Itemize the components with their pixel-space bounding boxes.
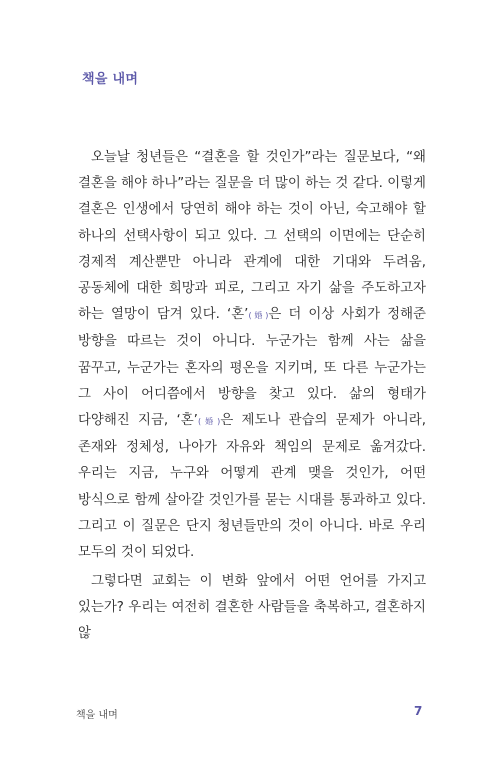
paragraph-1-part-1: 오늘날 청년들은 “결혼을 할 것인가”라는 질문보다, “왜 결혼을 해야 하나”라는 질문을 더 많이 하는 것 같다. 이렇게 결혼은 인생에서 당연히 해야 하는 것이 아닌, 숙고해야 할 하나의 선택사항이 되고 있다. 그 선택의 이면에는 단순히 경제적 계산뿐만 아니라 관계에 대한 기대와 두려움, 공동체에 대한 희망과 피로, 그리고 자기 삶을 주도하고자 하는 열망이 담겨 있다. ‘혼’	[78, 150, 426, 323]
page-number: 7	[414, 704, 423, 718]
paragraph-2-text: 그렇다면 교회는 이 변화 앞에서 어떤 언어를 가지고 있는가? 우리는 여전히 결혼한 사람들을 축복하고, 결혼하지 않	[78, 574, 426, 642]
paragraph-1-part-2: 은 더 이상 사회가 정해준 방향을 따르는 것이 아니다. 누군가는 함께 사는 삶을 꿈꾸고, 누군가는 혼자의 평온을 지키며, 또 다른 누군가는 그 사이 어디쯤에서 방향을 찾고 있다. 삶의 형태가 다양해진 지금, ‘혼’	[78, 307, 426, 429]
running-footer-title: 책을 내며	[76, 710, 118, 721]
hanja-annotation-2: (婚)	[197, 417, 221, 427]
section-title: 책을 내며	[82, 72, 139, 87]
paragraph-1-text	[78, 145, 426, 566]
hanja-annotation-1: (婚)	[248, 311, 269, 321]
paragraph-1	[78, 145, 426, 566]
paragraph-1-part-3: 은 제도나 관습의 문제가 아니라, 존재와 정체성, 나아가 자유와 책임의 문제로 옮겨갔다. 우리는 지금, 누구와 어떻게 관계 맺을 것인가, 어떤 방식으로 함께 살아갈 것인가를 묻는 시대를 통과하고 있다. 그리고 이 질문은 단지 청년들만의 것이 아니다. 바로 우리 모두의 것이 되었다.	[78, 413, 426, 561]
paragraph-2	[78, 569, 426, 648]
